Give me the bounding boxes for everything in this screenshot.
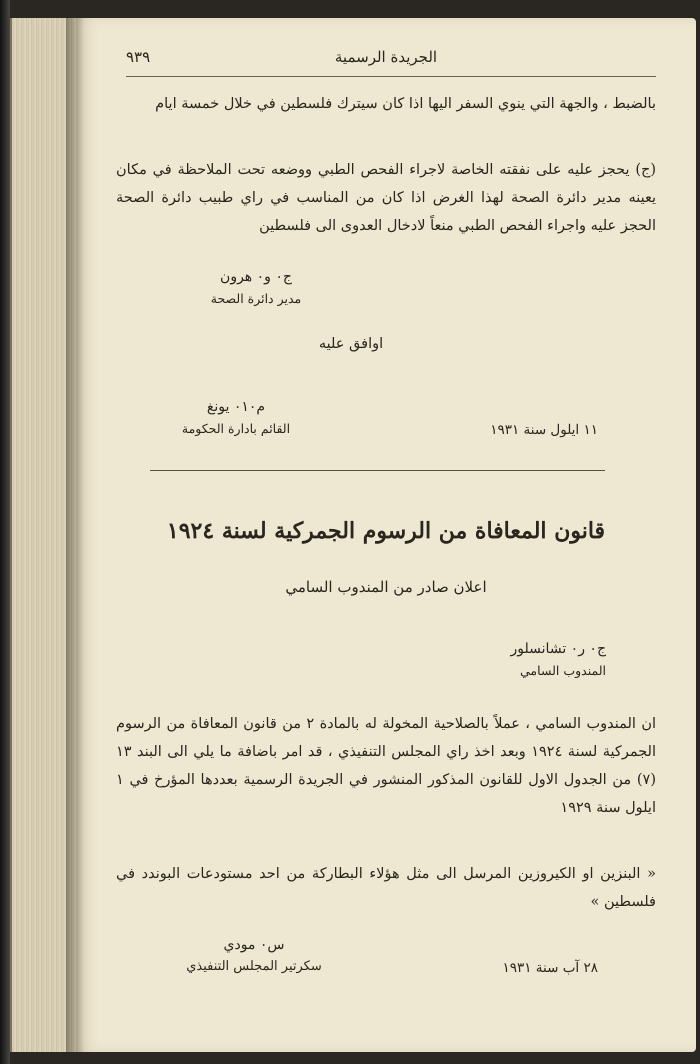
signature-secretary: [154, 934, 354, 978]
header-rule: [126, 76, 656, 77]
section-title: قانون المعافاة من الرسوم الجمركية لسنة ١٩٢٤: [166, 518, 606, 544]
signature-acting-administrator: [151, 396, 321, 440]
page-number: ٩٣٩: [126, 48, 151, 66]
signer-title: القائم بادارة الحكومة: [181, 421, 291, 436]
order-continuation-line: بالضبط ، والجهة التي ينوي السفر اليها اذا كان سيترك فلسطين في خلال خمسة ايام: [155, 96, 656, 112]
signer-title: سكرتير المجلس التنفيذي: [186, 959, 322, 974]
header-title: الجريدة الرسمية: [334, 48, 438, 66]
scan-edge: [0, 0, 10, 1064]
clause-c-paragraph: (ج) يحجز عليه على نفقته الخاصة لاجراء الفحص الطبي ووضعه تحت الملاحظة في مكان يعينه مدير دائرة الصحة لهذا الغرض اذا كان من المناسب في راي طبيب دائرة الصحة الحجز عليه واجراء الفحص الطبي منعاً لادخال العدوى الى فلسطين: [116, 162, 656, 234]
gazette-page: [76, 18, 696, 1052]
signer-name: ج٠ و٠ هرون: [220, 269, 292, 285]
date-first: ١١ ايلول سنة ١٩٣١: [490, 422, 598, 438]
announcement-quote: « البنزين او الكيروزين المرسل الى مثل هؤلاء البطاركة من احد مستودعات البوندد في فلسطين »: [116, 866, 656, 910]
signature-health-director: [176, 266, 336, 310]
signer-name: م٠١٠ يونغ: [206, 399, 266, 415]
date-second: ٢٨ آب سنة ١٩٣١: [502, 960, 598, 976]
section-divider: [150, 470, 605, 471]
signer-name: ج٠ ر٠ تشانسلور: [510, 641, 606, 657]
signer-title: مدير دائرة الصحة: [210, 291, 302, 306]
signature-high-commissioner: [446, 638, 606, 682]
signer-title: المندوب السامي: [520, 663, 606, 678]
section-subtitle: اعلان صادر من المندوب السامي: [285, 578, 487, 596]
approval-text: اوافق عليه: [318, 336, 384, 352]
announcement-paragraph: ان المندوب السامي ، عملاً بالصلاحية المخولة له بالمادة ٢ من قانون المعافاة من الرسوم الجمركية لسنة ١٩٢٤ وبعد اخذ راي المجلس التنفيذي ، قد امر باضافة ما يلي الى البند ١٣ (٧) من الجدول الاول للقانون المذكور المنشور في الجريدة الرسمية بعددها المؤرخ في ١ ايلول سنة ١٩٢٩: [116, 716, 657, 816]
signer-name: س٠ مودي: [223, 937, 285, 953]
